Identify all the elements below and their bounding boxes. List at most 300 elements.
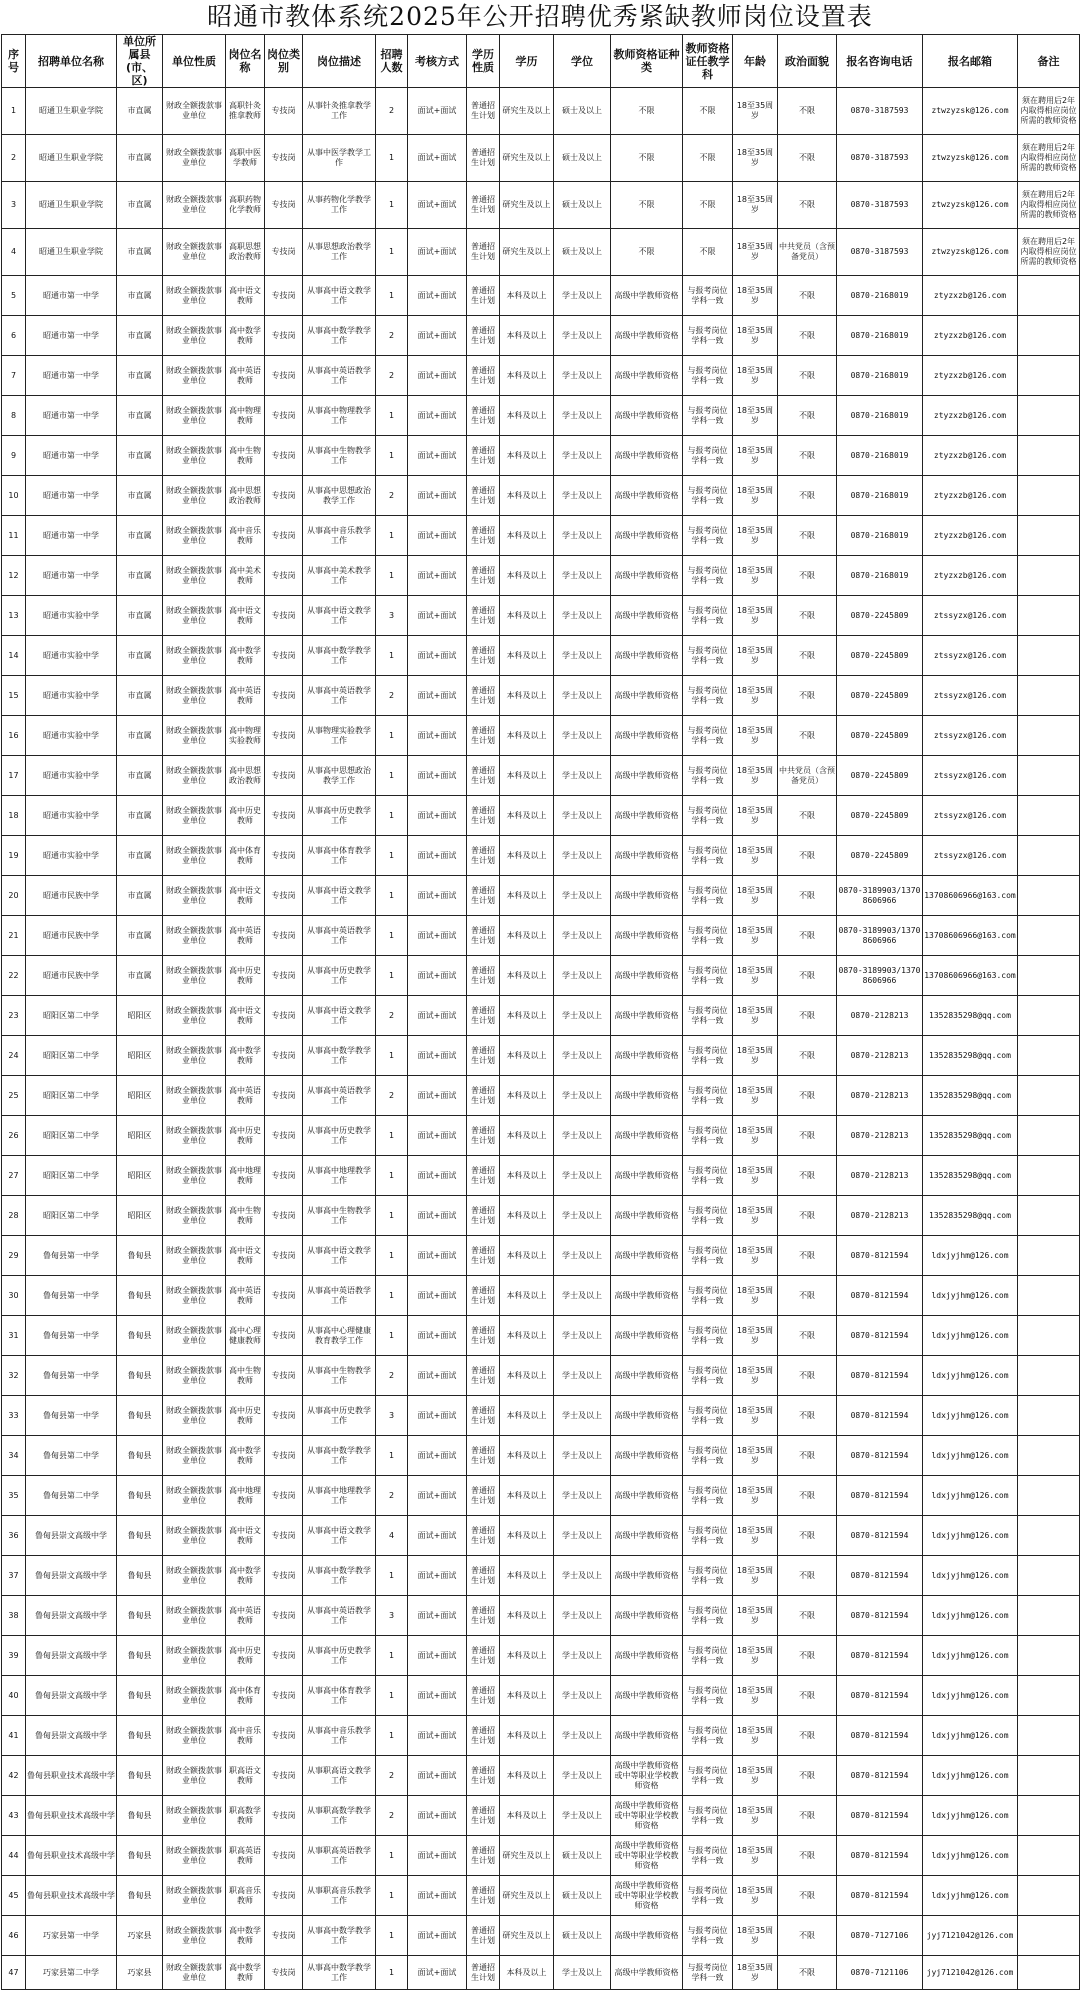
cell-col-edu-nature: 普通招生计划 [467, 516, 500, 556]
cell-col-post-name: 高中英语教师 [226, 1276, 265, 1316]
cell-col-age: 18至35周岁 [733, 916, 778, 956]
cell-col-phone: 0870-8121594 [837, 1596, 923, 1636]
cell-col-political: 不限 [778, 396, 837, 436]
table-row [2, 916, 1080, 956]
cell-col-unit-name: 鲁甸县崇文高级中学 [26, 1716, 117, 1756]
cell-col-degree: 学士及以上 [554, 436, 611, 476]
table-row [2, 182, 1080, 229]
cell-col-remarks [1018, 1636, 1080, 1676]
cell-col-seq: 23 [2, 996, 26, 1036]
cell-col-cert-subject: 与报考岗位学科一致 [683, 1956, 733, 1990]
cell-col-education: 本科及以上 [500, 1796, 554, 1836]
cell-col-degree: 学士及以上 [554, 876, 611, 916]
cell-col-unit-nature: 财政全额拨款事业单位 [163, 876, 226, 916]
cell-col-unit-name: 昭阳区第二中学 [26, 1196, 117, 1236]
cell-col-age: 18至35周岁 [733, 229, 778, 276]
cell-col-assessment: 面试+面试 [408, 1036, 467, 1076]
cell-col-cert-type: 高级中学教师资格 [611, 1116, 683, 1156]
cell-col-political: 不限 [778, 956, 837, 996]
cell-col-unit-nature: 财政全额拨款事业单位 [163, 1516, 226, 1556]
table-row [2, 1436, 1080, 1476]
cell-col-degree: 学士及以上 [554, 596, 611, 636]
cell-col-unit-name: 昭阳区第二中学 [26, 996, 117, 1036]
cell-col-unit-nature: 财政全额拨款事业单位 [163, 1436, 226, 1476]
header-col-edu-nature: 学历性质 [467, 35, 500, 88]
cell-col-post-desc: 从事高中数学教学工作 [303, 1436, 376, 1476]
cell-col-age: 18至35周岁 [733, 276, 778, 316]
cell-col-age: 18至35周岁 [733, 1476, 778, 1516]
cell-col-cert-subject: 与报考岗位学科一致 [683, 1516, 733, 1556]
cell-col-education: 本科及以上 [500, 916, 554, 956]
cell-col-post-type: 专技岗 [265, 716, 303, 756]
cell-col-email: ldxjyjhm@126.com [923, 1836, 1018, 1876]
cell-col-unit-name: 鲁甸县职业技术高级中学 [26, 1796, 117, 1836]
cell-col-county: 鲁甸县 [117, 1476, 163, 1516]
cell-col-remarks [1018, 1396, 1080, 1436]
cell-col-education: 本科及以上 [500, 876, 554, 916]
cell-col-education: 研究生及以上 [500, 1876, 554, 1916]
cell-col-hire-count: 3 [376, 596, 408, 636]
cell-col-age: 18至35周岁 [733, 636, 778, 676]
cell-col-county: 昭阳区 [117, 1196, 163, 1236]
cell-col-unit-name: 鲁甸县崇文高级中学 [26, 1676, 117, 1716]
cell-col-education: 研究生及以上 [500, 88, 554, 135]
cell-col-cert-subject: 与报考岗位学科一致 [683, 916, 733, 956]
cell-col-seq: 36 [2, 1516, 26, 1556]
cell-col-post-name: 高中英语教师 [226, 356, 265, 396]
cell-col-hire-count: 2 [376, 1076, 408, 1116]
cell-col-email: ldxjyjhm@126.com [923, 1356, 1018, 1396]
cell-col-unit-nature: 财政全额拨款事业单位 [163, 1796, 226, 1836]
cell-col-remarks [1018, 716, 1080, 756]
cell-col-phone: 0870-2168019 [837, 356, 923, 396]
cell-col-political: 不限 [778, 876, 837, 916]
cell-col-education: 本科及以上 [500, 1276, 554, 1316]
cell-col-email: ztyzxzb@126.com [923, 516, 1018, 556]
cell-col-assessment: 面试+面试 [408, 1196, 467, 1236]
cell-col-seq: 35 [2, 1476, 26, 1516]
cell-col-cert-subject: 与报考岗位学科一致 [683, 1436, 733, 1476]
cell-col-edu-nature: 普通招生计划 [467, 596, 500, 636]
cell-col-cert-type: 高级中学教师资格 [611, 1276, 683, 1316]
cell-col-post-desc: 从事高中历史教学工作 [303, 796, 376, 836]
cell-col-edu-nature: 普通招生计划 [467, 1476, 500, 1516]
cell-col-unit-name: 昭通市实验中学 [26, 596, 117, 636]
cell-col-post-desc: 从事高中英语教学工作 [303, 1276, 376, 1316]
cell-col-post-desc: 从事高中体育教学工作 [303, 836, 376, 876]
cell-col-cert-subject: 与报考岗位学科一致 [683, 1276, 733, 1316]
cell-col-post-desc: 从事高中生物教学工作 [303, 1356, 376, 1396]
cell-col-assessment: 面试+面试 [408, 1236, 467, 1276]
header-col-email: 报名邮箱 [923, 35, 1018, 88]
cell-col-remarks [1018, 1556, 1080, 1596]
cell-col-remarks [1018, 436, 1080, 476]
cell-col-assessment: 面试+面试 [408, 956, 467, 996]
cell-col-cert-subject: 与报考岗位学科一致 [683, 1596, 733, 1636]
cell-col-unit-name: 昭通卫生职业学院 [26, 135, 117, 182]
cell-col-political: 不限 [778, 716, 837, 756]
header-col-seq: 序号 [2, 35, 26, 88]
cell-col-hire-count: 1 [376, 1836, 408, 1876]
cell-col-county: 鲁甸县 [117, 1676, 163, 1716]
cell-col-education: 本科及以上 [500, 476, 554, 516]
cell-col-political: 中共党员（含预备党员） [778, 229, 837, 276]
cell-col-age: 18至35周岁 [733, 396, 778, 436]
cell-col-post-type: 专技岗 [265, 182, 303, 229]
cell-col-phone: 0870-2245809 [837, 836, 923, 876]
cell-col-email: 1352835298@qq.com [923, 996, 1018, 1036]
cell-col-cert-subject: 与报考岗位学科一致 [683, 1156, 733, 1196]
cell-col-age: 18至35周岁 [733, 796, 778, 836]
cell-col-degree: 学士及以上 [554, 396, 611, 436]
cell-col-remarks [1018, 916, 1080, 956]
cell-col-cert-type: 高级中学教师资格 [611, 1156, 683, 1196]
cell-col-email: ztwzyzsk@126.com [923, 182, 1018, 229]
table-row [2, 1836, 1080, 1876]
cell-col-education: 本科及以上 [500, 756, 554, 796]
cell-col-hire-count: 2 [376, 996, 408, 1036]
cell-col-unit-name: 鲁甸县第二中学 [26, 1436, 117, 1476]
cell-col-cert-subject: 与报考岗位学科一致 [683, 396, 733, 436]
cell-col-political: 不限 [778, 1956, 837, 1990]
table-row [2, 1036, 1080, 1076]
cell-col-cert-subject: 与报考岗位学科一致 [683, 1676, 733, 1716]
cell-col-post-desc: 从事药物化学教学工作 [303, 182, 376, 229]
cell-col-age: 18至35周岁 [733, 716, 778, 756]
cell-col-education: 本科及以上 [500, 956, 554, 996]
cell-col-edu-nature: 普通招生计划 [467, 436, 500, 476]
cell-col-email: ldxjyjhm@126.com [923, 1876, 1018, 1916]
cell-col-age: 18至35周岁 [733, 1756, 778, 1796]
cell-col-seq: 14 [2, 636, 26, 676]
table-row [2, 1156, 1080, 1196]
cell-col-cert-subject: 与报考岗位学科一致 [683, 876, 733, 916]
cell-col-cert-type: 高级中学教师资格或中等职业学校教师资格 [611, 1756, 683, 1796]
cell-col-post-name: 高中思想政治教师 [226, 756, 265, 796]
cell-col-post-name: 高职思想政治教师 [226, 229, 265, 276]
cell-col-post-type: 专技岗 [265, 596, 303, 636]
cell-col-cert-type: 高级中学教师资格 [611, 1636, 683, 1676]
cell-col-post-name: 高中思想政治教师 [226, 476, 265, 516]
cell-col-education: 本科及以上 [500, 836, 554, 876]
cell-col-political: 不限 [778, 1436, 837, 1476]
cell-col-degree: 硕士及以上 [554, 1876, 611, 1916]
table-row [2, 316, 1080, 356]
cell-col-age: 18至35周岁 [733, 1156, 778, 1196]
cell-col-degree: 硕士及以上 [554, 88, 611, 135]
cell-col-cert-subject: 与报考岗位学科一致 [683, 1716, 733, 1756]
cell-col-assessment: 面试+面试 [408, 676, 467, 716]
cell-col-education: 本科及以上 [500, 1396, 554, 1436]
cell-col-post-name: 高中历史教师 [226, 1116, 265, 1156]
cell-col-email: ldxjyjhm@126.com [923, 1316, 1018, 1356]
cell-col-age: 18至35周岁 [733, 88, 778, 135]
cell-col-political: 不限 [778, 1236, 837, 1276]
header-col-unit-nature: 单位性质 [163, 35, 226, 88]
cell-col-email: ldxjyjhm@126.com [923, 1476, 1018, 1516]
cell-col-hire-count: 1 [376, 516, 408, 556]
cell-col-phone: 0870-8121594 [837, 1396, 923, 1436]
cell-col-post-type: 专技岗 [265, 836, 303, 876]
cell-col-post-type: 专技岗 [265, 756, 303, 796]
cell-col-political: 不限 [778, 1716, 837, 1756]
cell-col-cert-subject: 不限 [683, 135, 733, 182]
cell-col-phone: 0870-2128213 [837, 1196, 923, 1236]
cell-col-assessment: 面试+面试 [408, 476, 467, 516]
cell-col-hire-count: 3 [376, 1596, 408, 1636]
cell-col-post-desc: 从事高中数学教学工作 [303, 1036, 376, 1076]
cell-col-edu-nature: 普通招生计划 [467, 916, 500, 956]
cell-col-edu-nature: 普通招生计划 [467, 996, 500, 1036]
cell-col-post-name: 高中音乐教师 [226, 516, 265, 556]
cell-col-cert-subject: 与报考岗位学科一致 [683, 596, 733, 636]
cell-col-post-desc: 从事高中数学教学工作 [303, 636, 376, 676]
cell-col-hire-count: 1 [376, 229, 408, 276]
cell-col-post-name: 高中英语教师 [226, 1076, 265, 1116]
cell-col-seq: 22 [2, 956, 26, 996]
cell-col-post-name: 高中历史教师 [226, 1636, 265, 1676]
cell-col-edu-nature: 普通招生计划 [467, 1836, 500, 1876]
cell-col-post-name: 高中数学教师 [226, 1916, 265, 1956]
cell-col-political: 不限 [778, 1356, 837, 1396]
cell-col-post-name: 高中语文教师 [226, 1516, 265, 1556]
cell-col-hire-count: 1 [376, 1236, 408, 1276]
cell-col-education: 本科及以上 [500, 1316, 554, 1356]
cell-col-edu-nature: 普通招生计划 [467, 1356, 500, 1396]
cell-col-email: ldxjyjhm@126.com [923, 1276, 1018, 1316]
cell-col-assessment: 面试+面试 [408, 1636, 467, 1676]
cell-col-political: 不限 [778, 1516, 837, 1556]
cell-col-assessment: 面试+面试 [408, 229, 467, 276]
cell-col-degree: 学士及以上 [554, 1956, 611, 1990]
cell-col-political: 不限 [778, 276, 837, 316]
cell-col-phone: 0870-2245809 [837, 716, 923, 756]
cell-col-age: 18至35周岁 [733, 1436, 778, 1476]
cell-col-seq: 6 [2, 316, 26, 356]
cell-col-hire-count: 2 [376, 356, 408, 396]
table-row [2, 596, 1080, 636]
cell-col-post-type: 专技岗 [265, 1796, 303, 1836]
cell-col-edu-nature: 普通招生计划 [467, 636, 500, 676]
cell-col-age: 18至35周岁 [733, 1396, 778, 1436]
header-col-degree: 学位 [554, 35, 611, 88]
cell-col-unit-name: 鲁甸县第二中学 [26, 1476, 117, 1516]
cell-col-cert-type: 高级中学教师资格 [611, 1356, 683, 1396]
table-row [2, 716, 1080, 756]
table-row [2, 276, 1080, 316]
cell-col-education: 研究生及以上 [500, 1836, 554, 1876]
cell-col-county: 鲁甸县 [117, 1636, 163, 1676]
cell-col-cert-subject: 与报考岗位学科一致 [683, 1756, 733, 1796]
cell-col-cert-subject: 与报考岗位学科一致 [683, 1116, 733, 1156]
cell-col-post-name: 高中地理教师 [226, 1476, 265, 1516]
cell-col-assessment: 面试+面试 [408, 1956, 467, 1990]
cell-col-post-type: 专技岗 [265, 996, 303, 1036]
cell-col-unit-nature: 财政全额拨款事业单位 [163, 1236, 226, 1276]
cell-col-unit-name: 昭通市第一中学 [26, 396, 117, 436]
cell-col-cert-subject: 与报考岗位学科一致 [683, 1476, 733, 1516]
cell-col-post-name: 高中数学教师 [226, 1436, 265, 1476]
cell-col-remarks [1018, 756, 1080, 796]
cell-col-unit-nature: 财政全额拨款事业单位 [163, 1756, 226, 1796]
cell-col-email: ldxjyjhm@126.com [923, 1796, 1018, 1836]
cell-col-remarks [1018, 596, 1080, 636]
cell-col-cert-type: 高级中学教师资格或中等职业学校教师资格 [611, 1876, 683, 1916]
cell-col-assessment: 面试+面试 [408, 1756, 467, 1796]
cell-col-phone: 0870-8121594 [837, 1476, 923, 1516]
cell-col-post-desc: 从事职高音乐教学工作 [303, 1876, 376, 1916]
cell-col-age: 18至35周岁 [733, 1076, 778, 1116]
header-col-county: 单位所属县(市、区) [117, 35, 163, 88]
header-col-unit-name: 招聘单位名称 [26, 35, 117, 88]
table-row [2, 229, 1080, 276]
cell-col-assessment: 面试+面试 [408, 1676, 467, 1716]
cell-col-unit-name: 鲁甸县第一中学 [26, 1396, 117, 1436]
cell-col-education: 研究生及以上 [500, 1916, 554, 1956]
cell-col-edu-nature: 普通招生计划 [467, 1716, 500, 1756]
cell-col-post-name: 高中音乐教师 [226, 1716, 265, 1756]
cell-col-edu-nature: 普通招生计划 [467, 1196, 500, 1236]
cell-col-age: 18至35周岁 [733, 356, 778, 396]
cell-col-age: 18至35周岁 [733, 1316, 778, 1356]
cell-col-seq: 27 [2, 1156, 26, 1196]
cell-col-post-type: 专技岗 [265, 1756, 303, 1796]
cell-col-cert-type: 高级中学教师资格 [611, 1396, 683, 1436]
cell-col-education: 本科及以上 [500, 1436, 554, 1476]
cell-col-age: 18至35周岁 [733, 556, 778, 596]
cell-col-email: ldxjyjhm@126.com [923, 1236, 1018, 1276]
cell-col-county: 鲁甸县 [117, 1436, 163, 1476]
cell-col-hire-count: 1 [376, 1276, 408, 1316]
cell-col-post-type: 专技岗 [265, 1636, 303, 1676]
cell-col-remarks [1018, 1076, 1080, 1116]
table-row [2, 1756, 1080, 1796]
table-row [2, 1236, 1080, 1276]
cell-col-phone: 0870-7127106 [837, 1916, 923, 1956]
cell-col-post-type: 专技岗 [265, 676, 303, 716]
cell-col-edu-nature: 普通招生计划 [467, 1436, 500, 1476]
cell-col-degree: 学士及以上 [554, 1116, 611, 1156]
cell-col-remarks [1018, 1716, 1080, 1756]
cell-col-education: 本科及以上 [500, 1676, 554, 1716]
cell-col-age: 18至35周岁 [733, 876, 778, 916]
cell-col-education: 研究生及以上 [500, 229, 554, 276]
cell-col-post-desc: 从事高中历史教学工作 [303, 956, 376, 996]
cell-col-phone: 0870-8121594 [837, 1676, 923, 1716]
cell-col-cert-subject: 与报考岗位学科一致 [683, 1836, 733, 1876]
table-row [2, 1076, 1080, 1116]
cell-col-remarks [1018, 1196, 1080, 1236]
cell-col-age: 18至35周岁 [733, 596, 778, 636]
cell-col-county: 昭阳区 [117, 1116, 163, 1156]
cell-col-political: 不限 [778, 476, 837, 516]
cell-col-cert-subject: 与报考岗位学科一致 [683, 1876, 733, 1916]
header-row [2, 35, 1080, 88]
cell-col-edu-nature: 普通招生计划 [467, 1316, 500, 1356]
cell-col-unit-nature: 财政全额拨款事业单位 [163, 1916, 226, 1956]
cell-col-post-desc: 从事高中生物教学工作 [303, 436, 376, 476]
cell-col-cert-subject: 与报考岗位学科一致 [683, 956, 733, 996]
cell-col-hire-count: 1 [376, 1196, 408, 1236]
cell-col-hire-count: 1 [376, 876, 408, 916]
cell-col-political: 不限 [778, 596, 837, 636]
cell-col-unit-name: 鲁甸县第一中学 [26, 1276, 117, 1316]
header-col-phone: 报名咨询电话 [837, 35, 923, 88]
cell-col-hire-count: 1 [376, 1956, 408, 1990]
cell-col-seq: 20 [2, 876, 26, 916]
cell-col-age: 18至35周岁 [733, 1716, 778, 1756]
cell-col-post-desc: 从事高中语文教学工作 [303, 596, 376, 636]
cell-col-seq: 1 [2, 88, 26, 135]
cell-col-cert-subject: 不限 [683, 229, 733, 276]
cell-col-age: 18至35周岁 [733, 996, 778, 1036]
cell-col-cert-subject: 与报考岗位学科一致 [683, 716, 733, 756]
cell-col-hire-count: 2 [376, 88, 408, 135]
cell-col-degree: 学士及以上 [554, 1636, 611, 1676]
header-col-cert-subject: 教师资格证任教学科 [683, 35, 733, 88]
cell-col-phone: 0870-2168019 [837, 436, 923, 476]
cell-col-degree: 学士及以上 [554, 1716, 611, 1756]
table-row [2, 356, 1080, 396]
table-row [2, 796, 1080, 836]
cell-col-political: 不限 [778, 636, 837, 676]
cell-col-edu-nature: 普通招生计划 [467, 1956, 500, 1990]
cell-col-unit-nature: 财政全额拨款事业单位 [163, 436, 226, 476]
cell-col-unit-name: 鲁甸县崇文高级中学 [26, 1636, 117, 1676]
cell-col-post-type: 专技岗 [265, 356, 303, 396]
table-row [2, 1116, 1080, 1156]
cell-col-phone: 0870-8121594 [837, 1876, 923, 1916]
cell-col-post-desc: 从事高中心理健康教育教学工作 [303, 1316, 376, 1356]
cell-col-edu-nature: 普通招生计划 [467, 956, 500, 996]
cell-col-education: 本科及以上 [500, 996, 554, 1036]
cell-col-unit-name: 昭通市民族中学 [26, 916, 117, 956]
table-row [2, 556, 1080, 596]
cell-col-post-desc: 从事高中数学教学工作 [303, 316, 376, 356]
cell-col-county: 鲁甸县 [117, 1756, 163, 1796]
cell-col-edu-nature: 普通招生计划 [467, 356, 500, 396]
cell-col-post-type: 专技岗 [265, 229, 303, 276]
cell-col-unit-name: 昭通市第一中学 [26, 436, 117, 476]
cell-col-assessment: 面试+面试 [408, 716, 467, 756]
cell-col-hire-count: 1 [376, 1716, 408, 1756]
cell-col-hire-count: 1 [376, 1556, 408, 1596]
cell-col-county: 市直属 [117, 88, 163, 135]
cell-col-assessment: 面试+面试 [408, 396, 467, 436]
cell-col-hire-count: 2 [376, 316, 408, 356]
cell-col-unit-name: 昭阳区第二中学 [26, 1076, 117, 1116]
cell-col-age: 18至35周岁 [733, 1636, 778, 1676]
cell-col-cert-type: 高级中学教师资格 [611, 1436, 683, 1476]
cell-col-email: ztyzxzb@126.com [923, 396, 1018, 436]
cell-col-degree: 学士及以上 [554, 1036, 611, 1076]
cell-col-hire-count: 1 [376, 396, 408, 436]
cell-col-post-type: 专技岗 [265, 88, 303, 135]
cell-col-county: 市直属 [117, 916, 163, 956]
cell-col-phone: 0870-2128213 [837, 1156, 923, 1196]
cell-col-degree: 学士及以上 [554, 356, 611, 396]
cell-col-political: 不限 [778, 1316, 837, 1356]
cell-col-post-desc: 从事高中体育教学工作 [303, 1676, 376, 1716]
cell-col-age: 18至35周岁 [733, 1676, 778, 1716]
cell-col-assessment: 面试+面试 [408, 436, 467, 476]
cell-col-assessment: 面试+面试 [408, 1076, 467, 1116]
cell-col-post-desc: 从事思想政治教学工作 [303, 229, 376, 276]
cell-col-email: 1352835298@qq.com [923, 1196, 1018, 1236]
cell-col-seq: 43 [2, 1796, 26, 1836]
cell-col-post-desc: 从事高中语文教学工作 [303, 1516, 376, 1556]
cell-col-unit-nature: 财政全额拨款事业单位 [163, 276, 226, 316]
